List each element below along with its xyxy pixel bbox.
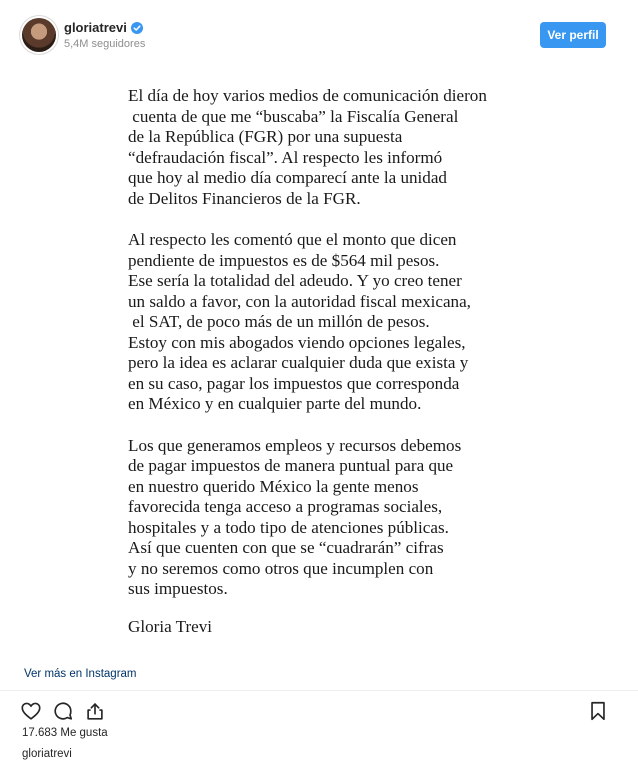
post-header	[0, 0, 638, 72]
letter-line: en México y en cualquier parte del mundo.	[128, 394, 422, 413]
letter-line: Ese sería la totalidad del adeudo. Y yo creo tener	[128, 271, 462, 290]
letter-line: Estoy con mis abogados viendo opciones legales,	[128, 332, 466, 352]
letter-line: el SAT, de poco más de un millón de pesos.	[128, 312, 430, 331]
letter-line: sus impuestos.	[128, 579, 228, 598]
letter-line: pero la idea es aclarar cualquier duda que exista y	[128, 353, 469, 372]
avatar[interactable]	[22, 18, 56, 52]
letter-line: de pagar impuestos de manera puntual para que	[128, 456, 454, 475]
username[interactable]: gloriatrevi	[64, 20, 127, 35]
letter-line: en nuestro querido México la gente menos	[128, 476, 419, 496]
letter-line: de la República (FGR) por una supuesta	[128, 127, 403, 146]
share-icon[interactable]	[84, 700, 106, 722]
paragraph-2	[128, 230, 528, 415]
letter-line: que hoy al medio día comparecí ante la unidad	[128, 168, 447, 187]
paragraph-3	[128, 436, 528, 600]
letter-line: favorecida tenga acceso a programas sociales,	[128, 497, 443, 516]
view-profile-button[interactable]: Ver perfil	[540, 22, 606, 48]
letter-line: en su caso, pagar los impuestos que corresponda	[128, 373, 460, 393]
post-image[interactable]	[0, 72, 638, 647]
follower-count: 5,4M seguidores	[64, 38, 146, 50]
letter-line: y no seremos como otros que incumplen con	[128, 558, 434, 578]
heart-icon[interactable]	[20, 700, 42, 722]
letter-line: cuenta de que me “buscaba” la Fiscalía General	[128, 106, 459, 126]
view-more-link[interactable]: Ver más en Instagram	[24, 668, 137, 680]
statement-letter	[128, 86, 528, 637]
letter-line: de Delitos Financieros de la FGR.	[128, 188, 361, 208]
paragraph-1	[128, 86, 528, 209]
username-row	[64, 20, 145, 35]
letter-line: pendiente de impuestos es de $564 mil pesos.	[128, 250, 440, 270]
letter-line: El día de hoy varios medios de comunicación dieron	[128, 86, 487, 105]
bookmark-icon[interactable]	[587, 700, 609, 722]
letter-line: Los que generamos empleos y recursos debemos	[128, 435, 462, 455]
signature: Gloria Trevi	[128, 616, 213, 636]
comment-icon[interactable]	[52, 700, 74, 722]
letter-line: un saldo a favor, con la autoridad fiscal mexicana,	[128, 291, 471, 311]
caption-username[interactable]: gloriatrevi	[22, 748, 72, 760]
user-block	[64, 20, 145, 50]
action-bar	[20, 700, 106, 722]
divider	[0, 690, 638, 691]
verified-badge-icon	[131, 22, 143, 34]
letter-line: Al respecto les comentó que el monto que dicen	[128, 230, 457, 249]
letter-line: hospitales y a todo tipo de atenciones públicas.	[128, 517, 449, 537]
letter-line: “defraudación fiscal”. Al respecto les informó	[128, 147, 443, 167]
like-count[interactable]: 17.683 Me gusta	[22, 727, 108, 739]
letter-line: Así que cuenten con que se “cuadrarán” cifras	[128, 538, 444, 557]
